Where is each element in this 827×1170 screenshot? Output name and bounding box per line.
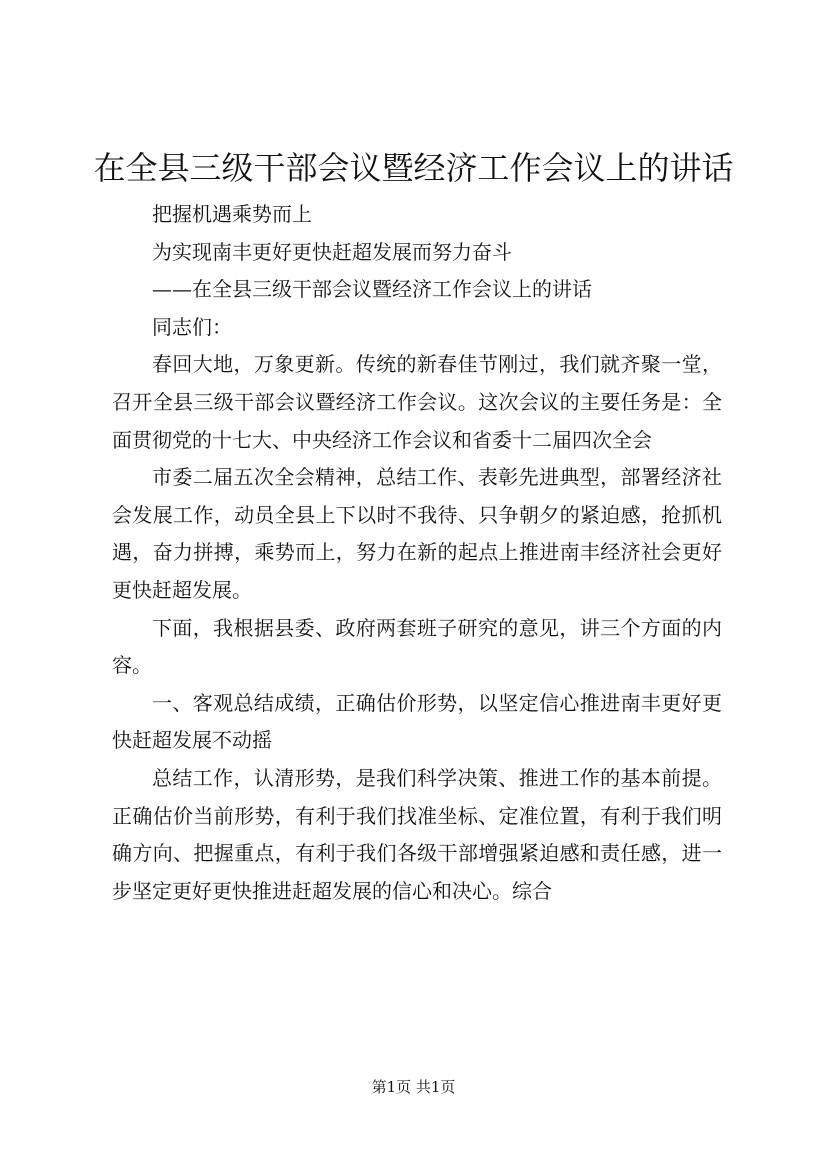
body-paragraph: 总结工作，认清形势，是我们科学决策、推进工作的基本前提。正确估价当前形势，有利于我们找准坐标、定准位置，有利于我们明确方向、把握重点，有利于我们各级干部增强紧迫感和责任感，进一步坚定更好更快推进赶超发展的信心和决心。综合: [112, 765, 722, 903]
subtitle-line-2: 为实现南丰更好更快赶超发展而努力奋斗: [152, 239, 512, 264]
body-paragraph: 下面，我根据县委、政府两套班子研究的意见，讲三个方面的内容。: [112, 615, 722, 678]
salutation: 同志们：: [152, 314, 232, 339]
subtitle-line-1: 把握机遇乘势而上: [152, 202, 312, 226]
subtitle-line-3: ——在全县三级干部会议暨经济工作会议上的讲话: [152, 277, 592, 302]
page-footer: 第1页 共1页: [371, 1078, 456, 1096]
body-paragraph: 春回大地，万象更新。传统的新春佳节刚过，我们就齐聚一堂，召开全县三级干部会议暨经济工作会议。这次会议的主要任务是：全面贯彻党的十七大、中央经济工作会议和省委十二届四次全会: [112, 352, 722, 452]
document-title: 在全县三级干部会议暨经济工作会议上的讲话: [93, 149, 734, 187]
body-paragraph: 市委二届五次全会精神，总结工作、表彰先进典型，部署经济社会发展工作，动员全县上下以时不我待、只争朝夕的紧迫感，抢抓机遇，奋力拼搏，乘势而上，努力在新的起点上推进南丰经济社会更好更快赶超发展。: [112, 465, 722, 602]
section-heading: 一、客观总结成绩，正确估价形势，以坚定信心推进南丰更好更快赶超发展不动摇: [112, 690, 722, 753]
document-body: [112, 196, 722, 910]
